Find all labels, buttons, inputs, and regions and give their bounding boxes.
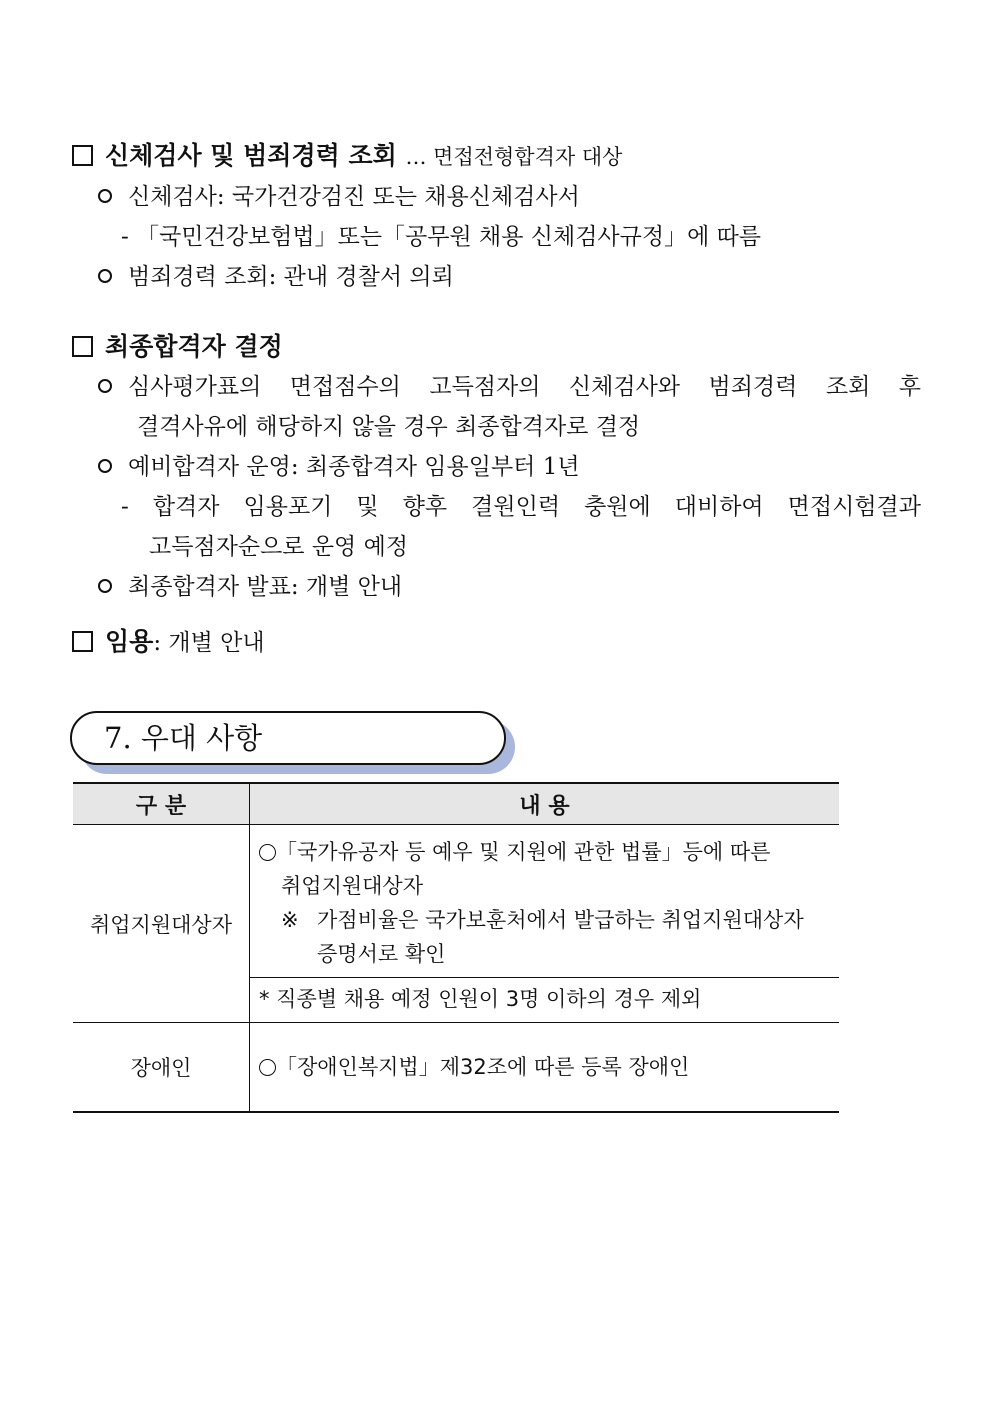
circle-bullet-icon xyxy=(98,269,112,283)
checkbox-square-icon xyxy=(72,145,93,166)
bullet-checkup: 신체검사: 국가건강검진 또는 채용신체검사서 xyxy=(98,182,580,212)
section-heading-final xyxy=(72,332,283,362)
circle-bullet-icon xyxy=(98,379,112,393)
section-title-suffix: : 개별 안내 xyxy=(153,630,265,656)
table-row xyxy=(73,825,839,1023)
bullet-reserve: 예비합격자 운영: 최종합격자 임용일부터 1년 xyxy=(98,452,580,482)
dash-checkup-rule: - 「국민건강보험법」또는「공무원 채용 신체검사규정」에 따름 xyxy=(121,224,762,250)
table-cell-category: 취업지원대상자 xyxy=(73,825,250,1023)
section-title: 최종합격자 결정 xyxy=(105,332,283,361)
circle-bullet-icon xyxy=(98,189,112,203)
dash-reserve-cont: 고득점자순으로 운영 예정 xyxy=(149,534,409,560)
section-heading-checkup xyxy=(72,141,622,172)
bullet-criminal-record: 범죄경력 조회: 관내 경찰서 의뢰 xyxy=(98,262,454,292)
table-cell-content: 「장애인복지법」제32조에 따른 등록 장애인 xyxy=(250,1023,840,1113)
section-tab-preference: 7. 우대 사항 xyxy=(70,711,506,765)
table-row xyxy=(73,1023,839,1113)
section-title: 신체검사 및 범죄경력 조회 xyxy=(105,141,397,170)
checkbox-square-icon xyxy=(72,631,93,652)
table-cell-content: 「국가유공자 등 예우 및 지원에 관한 법률」등에 따른 취업지원대상자 ※ 가점비율은 국가보훈처에서 발급하는 취업지원대상자 증명서로 확인 * 직종별 채용 예정 인원이 3명 이하의 경우 제외 xyxy=(250,825,840,1023)
bullet-announcement: 최종합격자 발표: 개별 안내 xyxy=(98,572,402,602)
section-heading-appointment xyxy=(72,627,265,658)
reference-note: ※ 가점비율은 국가보훈처에서 발급하는 취업지원대상자 xyxy=(281,908,804,932)
table-header-row xyxy=(73,783,839,825)
exclusion-note: * 직종별 채용 예정 인원이 3명 이하의 경우 제외 xyxy=(250,977,839,1022)
checkbox-square-icon xyxy=(72,336,93,357)
bullet-final-decision: 심사평가표의 면접점수의 고득점자의 신체검사와 범죄경력 조회 후 xyxy=(98,372,921,402)
table-header: 구 분 xyxy=(73,783,250,825)
circle-bullet-icon xyxy=(98,459,112,473)
circle-bullet-icon xyxy=(259,844,276,861)
dash-reserve: - 합격자 임용포기 및 향후 결원인력 충원에 대비하여 면접시험결과 xyxy=(121,494,921,520)
preference-table xyxy=(73,782,839,1113)
circle-bullet-icon xyxy=(98,579,112,593)
table-header: 내 용 xyxy=(250,783,840,825)
table-cell-category: 장애인 xyxy=(73,1023,250,1113)
circle-bullet-icon xyxy=(259,1059,276,1076)
bullet-final-decision-cont: 결격사유에 해당하지 않을 경우 최종합격자로 결정 xyxy=(137,414,641,440)
section-title: 임용 xyxy=(105,627,154,656)
section-title-suffix: … 면접전형합격자 대상 xyxy=(405,145,623,169)
